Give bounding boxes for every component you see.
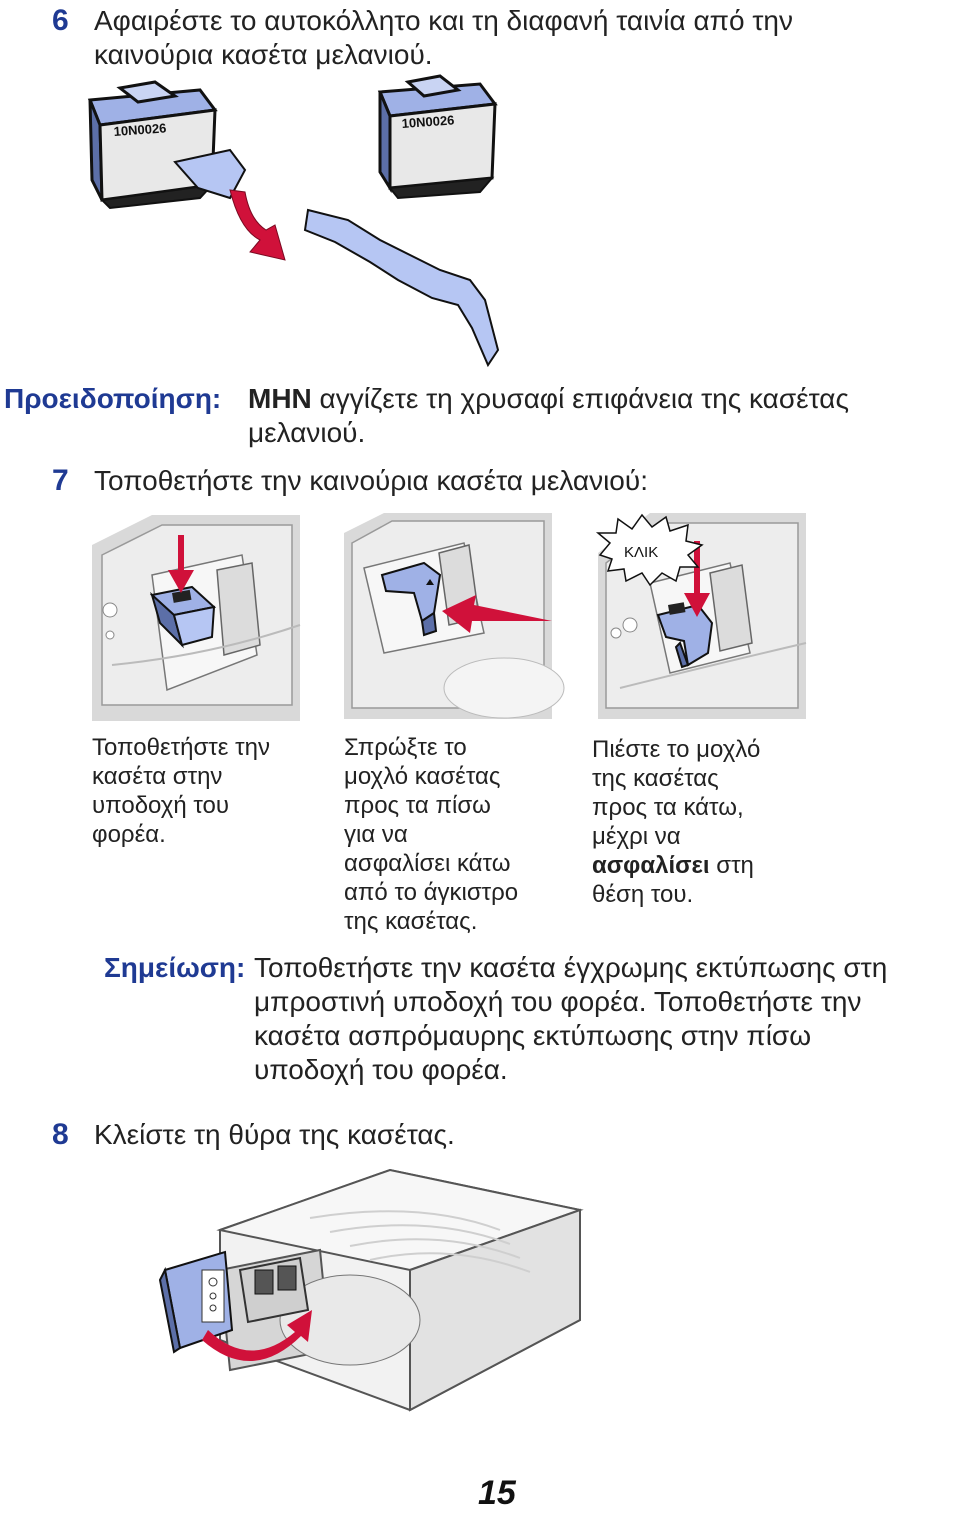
caption-press-line-bold (592, 851, 760, 880)
caption-push-line: προς τα πίσω (344, 792, 491, 819)
step-7-text: Τοποθετήστε την καινούρια κασέτα μελανιού: (94, 465, 648, 496)
caption-push-line: Σπρώξτε το (344, 734, 467, 761)
caption-insert-line: κασέτα στην (92, 763, 223, 790)
note-line: υποδοχή του φορέα. (254, 1054, 508, 1085)
caption-press-bold: ασφαλίσει (592, 852, 710, 879)
note-line: μπροστινή υποδοχή του φορέα. Τοποθετήστε την (254, 986, 862, 1017)
press-lever-illustration (580, 513, 806, 721)
caption-press-line: προς τα κάτω, (592, 794, 744, 821)
note-line: κασέτα ασπρόμαυρης εκτύπωσης στην πίσω (254, 1020, 812, 1051)
caption-press-line: μέχρι να (592, 823, 681, 850)
caption-push-line: για να (344, 821, 408, 848)
cartridge-right (380, 76, 495, 198)
caption-press-after-bold: στη (709, 852, 754, 879)
caption-insert-line: υποδοχή του (92, 792, 229, 819)
step-8-number: 8 (52, 1118, 69, 1151)
push-lever-illustration (344, 513, 552, 719)
warning-emphasis: ΜΗΝ (248, 383, 312, 414)
warning-label: Προειδοποίηση: (4, 383, 222, 414)
close-door-illustration (160, 1170, 590, 1420)
caption-insert (92, 733, 270, 849)
click-label: ΚΛΙΚ (624, 544, 659, 561)
caption-press-line: θέση του. (592, 881, 694, 908)
cartridge-left (90, 82, 245, 208)
caption-insert-line: φορέα. (92, 821, 166, 848)
note-label: Σημείωση: (104, 952, 246, 983)
cartridge-tape-removal-illustration (80, 80, 520, 370)
warning-text-rest: αγγίζετε τη χρυσαφί επιφάνεια της κασέτας (311, 383, 849, 414)
caption-press (592, 735, 760, 909)
warning-text-line1 (248, 382, 849, 416)
caption-press-line: της κασέτας (592, 765, 719, 792)
step-7-number: 7 (52, 464, 69, 497)
caption-push (344, 733, 518, 936)
caption-insert-line: Τοποθετήστε την (92, 734, 270, 761)
red-arrow-left-icon (230, 190, 285, 260)
step-6-text-line1: Αφαιρέστε το αυτοκόλλητο και τη διαφανή ταινία από την (94, 5, 793, 36)
step-6-number: 6 (52, 4, 69, 37)
cartridge-left-label: 10N0026 (113, 120, 167, 139)
insert-cartridge-illustration (92, 515, 300, 721)
warning-text-line2: μελανιού. (248, 417, 366, 448)
caption-push-line: από το άγκιστρο (344, 879, 519, 906)
loose-tape (305, 210, 498, 365)
page-number: 15 (478, 1474, 516, 1512)
step-6-text-line2: καινούρια κασέτα μελανιού. (94, 39, 433, 70)
cartridge-right-label: 10N0026 (401, 112, 455, 131)
note-line: Τοποθετήστε την κασέτα έγχρωμης εκτύπωσης στη (254, 952, 888, 983)
caption-push-line: μοχλό κασέτας (344, 763, 501, 790)
caption-push-line: ασφαλίσει κάτω (344, 850, 511, 877)
caption-push-line: της κασέτας. (344, 908, 478, 935)
step-8-text: Κλείστε τη θύρα της κασέτας. (94, 1119, 455, 1150)
caption-press-line: Πιέστε το μοχλό (592, 736, 761, 763)
note-text (254, 951, 887, 1087)
